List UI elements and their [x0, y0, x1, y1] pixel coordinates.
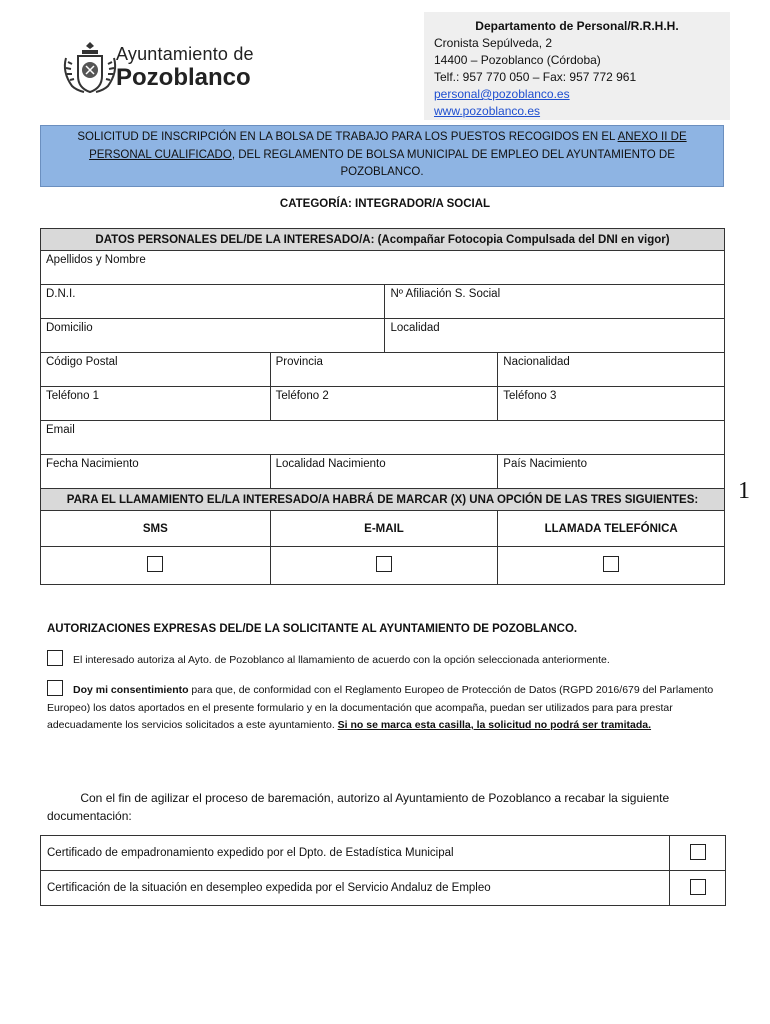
consent-text: para que, de conformidad con el Reglamento Europeo de Protección de Datos (RGPD 2016/679 del Parlamento Europeo) los datos aportados en el presente formulario y en la documentación que acompaña, puedan ser utilizados para para prestar adecuadamente los servicios solicitados a este ayuntamiento. — [47, 684, 714, 731]
coat-of-arms-logo — [60, 38, 120, 96]
documentation-intro — [47, 790, 727, 825]
phone1-field[interactable]: Teléfono 1 — [41, 387, 271, 421]
consent-checkbox[interactable] — [47, 680, 63, 696]
option-email-cell — [270, 547, 498, 585]
department-title: Departamento de Personal/R.R.H.H. — [475, 19, 679, 33]
banner-text-2: , DEL REGLAMENTO DE BOLSA MUNICIPAL DE EMPLEO DEL AYUNTAMIENTO DE POZOBLANCO. — [231, 148, 675, 178]
contact-address: Cronista Sepúlveda, 2 — [434, 36, 553, 50]
sms-checkbox[interactable] — [147, 556, 163, 572]
dni-field[interactable]: D.N.I. — [41, 285, 385, 319]
document-unemployment-label: Certificación de la situación en desempleo expedida por el Servicio Andaluz de Empleo — [41, 871, 670, 906]
brand-title: Pozoblanco — [116, 64, 251, 91]
personal-data-header: DATOS PERSONALES DEL/DE LA INTERESADO/A: (Acompañar Fotocopia Compulsada del DNI en vigor) — [41, 229, 725, 251]
contact-box — [424, 12, 730, 120]
consent-bold-text: Doy mi consentimiento — [73, 684, 189, 696]
option-sms-label: SMS — [41, 511, 271, 547]
birth-place-field[interactable]: Localidad Nacimiento — [270, 455, 498, 489]
option-email-label: E-MAIL — [270, 511, 498, 547]
documentation-intro-text: Con el fin de agilizar el proceso de baremación, autorizo al Ayuntamiento de Pozoblanco a recabar la siguiente documentación: — [47, 791, 670, 823]
email-field[interactable]: Email — [41, 421, 725, 455]
contact-phone: Telf.: 957 770 050 – Fax: 957 772 961 — [434, 70, 637, 84]
document-census-label: Certificado de empadronamiento expedido por el Dpto. de Estadística Municipal — [41, 836, 670, 871]
option-sms-cell — [41, 547, 271, 585]
phone3-field[interactable]: Teléfono 3 — [498, 387, 725, 421]
call-option-header: PARA EL LLAMAMIENTO EL/LA INTERESADO/A HABRÁ DE MARCAR (X) UNA OPCIÓN DE LAS TRES SIGUIENTES: — [41, 489, 725, 511]
banner-annex-link: ANEXO II DE PERSONAL CUALIFICADO — [89, 131, 687, 161]
page-number: 1 — [738, 478, 750, 504]
authorization-call — [47, 650, 727, 666]
phone2-field[interactable]: Teléfono 2 — [270, 387, 498, 421]
document-census-cell — [670, 836, 726, 871]
option-phone-cell — [498, 547, 725, 585]
surname-name-field[interactable]: Apellidos y Nombre — [41, 251, 725, 285]
brand-subtitle: Ayuntamiento de — [116, 44, 254, 64]
call-authorization-checkbox[interactable] — [47, 650, 63, 666]
phone-call-checkbox[interactable] — [603, 556, 619, 572]
nationality-field[interactable]: Nacionalidad — [498, 353, 725, 387]
authorization-call-text: El interesado autoriza al Ayto. de Pozoblanco al llamamiento de acuerdo con la opción seleccionada anteriormente. — [73, 654, 610, 666]
email-checkbox[interactable] — [376, 556, 392, 572]
category-title: CATEGORÍA: INTEGRADOR/A SOCIAL — [279, 198, 491, 210]
authorization-consent — [47, 680, 727, 735]
postal-code-field[interactable]: Código Postal — [41, 353, 271, 387]
banner-text-1: SOLICITUD DE INSCRIPCIÓN EN LA BOLSA DE TRABAJO PARA LOS PUESTOS RECOGIDOS EN EL — [77, 131, 618, 143]
birth-date-field[interactable]: Fecha Nacimiento — [41, 455, 271, 489]
consent-warning: Si no se marca esta casilla, la solicitud no podrá ser tramitada. — [337, 719, 652, 731]
contact-email-link[interactable]: personal@pozoblanco.es — [434, 87, 570, 101]
province-field[interactable]: Provincia — [270, 353, 498, 387]
contact-web-link[interactable]: www.pozoblanco.es — [434, 104, 541, 118]
locality-field[interactable]: Localidad — [385, 319, 725, 353]
unemployment-checkbox[interactable] — [690, 879, 706, 895]
address-field[interactable]: Domicilio — [41, 319, 385, 353]
census-checkbox[interactable] — [690, 844, 706, 860]
document-unemployment-cell — [670, 871, 726, 906]
request-title-banner — [40, 125, 724, 187]
contact-city: 14400 – Pozoblanco (Córdoba) — [434, 53, 601, 67]
option-phone-label: LLAMADA TELEFÓNICA — [498, 511, 725, 547]
authorizations-title: AUTORIZACIONES EXPRESAS DEL/DE LA SOLICITANTE AL AYUNTAMIENTO DE POZOBLANCO. — [47, 623, 578, 635]
social-security-field[interactable]: Nº Afiliación S. Social — [385, 285, 725, 319]
birth-country-field[interactable]: País Nacimiento — [498, 455, 725, 489]
personal-data-table — [40, 228, 725, 585]
documents-table — [40, 835, 726, 906]
